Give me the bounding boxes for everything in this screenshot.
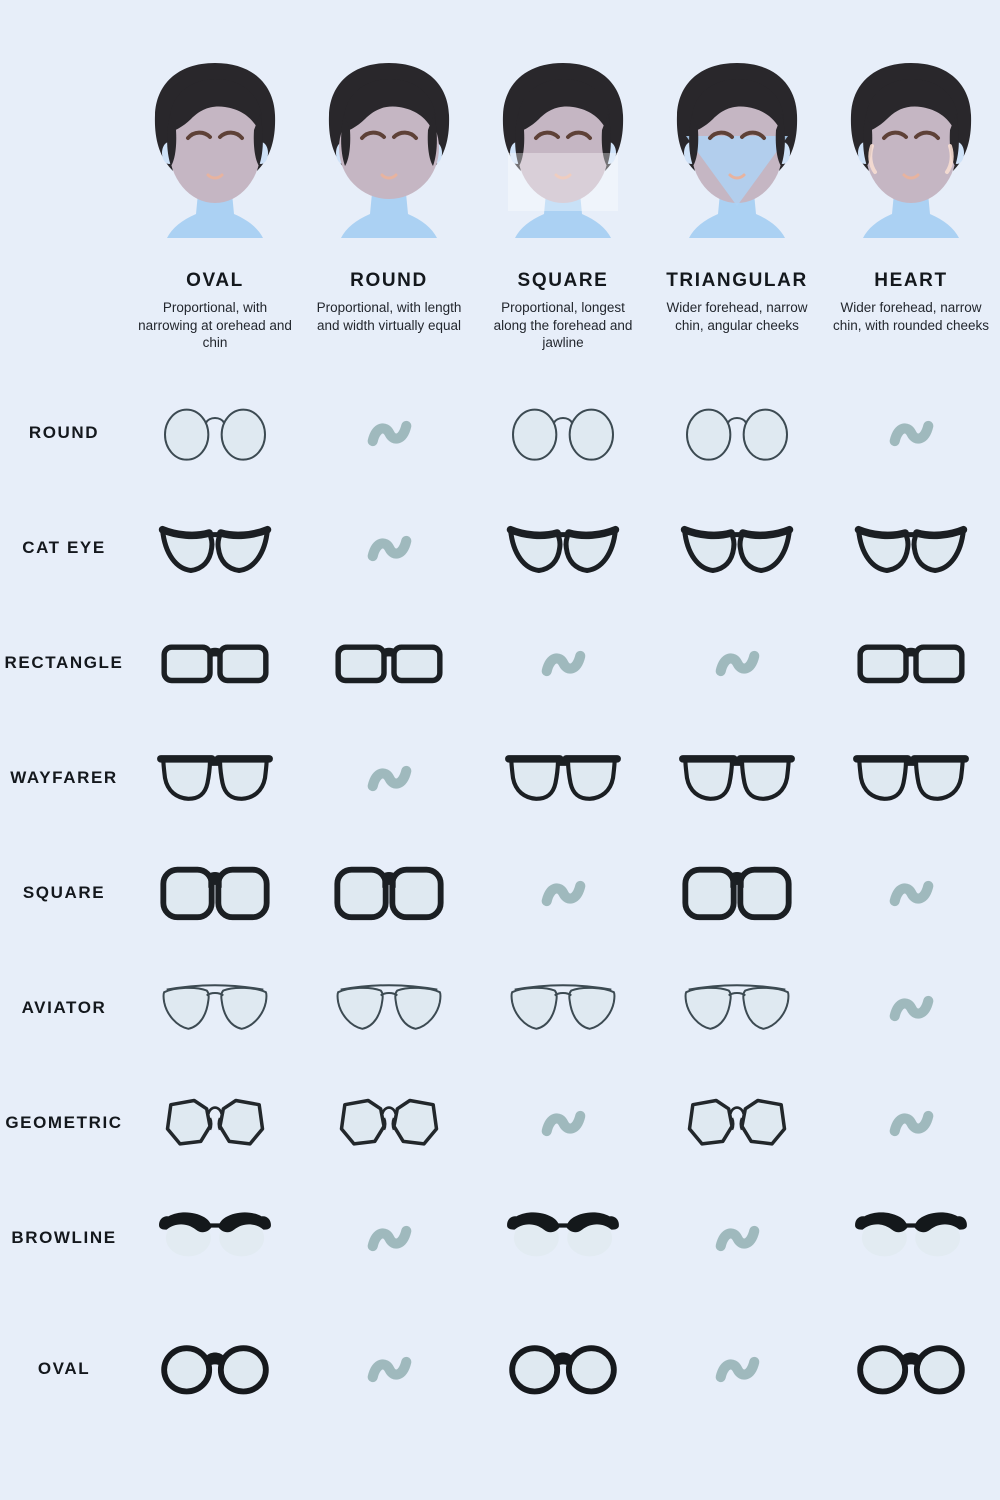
cell-geometric-square — [476, 1066, 650, 1181]
row-rectangle — [0, 606, 1000, 721]
wayfarer-glasses-icon — [504, 748, 622, 808]
face-shape-description: Proportional, longest along the forehead and jawline — [493, 300, 633, 351]
row-label: AVIATOR — [21, 998, 107, 1018]
cell-round-square — [476, 376, 650, 491]
cell-browline-triangular — [650, 1181, 824, 1296]
cell-cat-eye-oval — [128, 491, 302, 606]
face-shape-title: ROUND — [350, 270, 428, 291]
cat-eye-glasses-icon — [678, 518, 796, 578]
tilde-icon — [366, 1351, 413, 1388]
row-aviator — [0, 951, 1000, 1066]
cell-square-triangular — [650, 836, 824, 951]
cell-browline-square — [476, 1181, 650, 1296]
geometric-glasses-icon — [678, 1093, 796, 1153]
tilde-icon — [366, 760, 413, 797]
compatibility-matrix — [0, 376, 1000, 1427]
cell-oval-heart — [824, 1312, 998, 1427]
cell-geometric-round — [302, 1066, 476, 1181]
cell-rectangle-triangular — [650, 606, 824, 721]
tilde-icon — [714, 1351, 761, 1388]
cell-aviator-triangular — [650, 951, 824, 1066]
face-column-round — [303, 58, 475, 334]
cell-square-square — [476, 836, 650, 951]
browline-glasses-icon — [852, 1208, 970, 1268]
tilde-icon — [714, 1220, 761, 1257]
face-shape-description: Proportional, with narrowing at orehead and chin — [138, 300, 292, 351]
tilde-icon — [540, 875, 587, 912]
tilde-icon — [366, 415, 413, 452]
square-glasses-icon — [156, 863, 274, 923]
face-shape-description: Wider forehead, narrow chin, with rounded cheeks — [832, 300, 990, 333]
oval-glasses-icon — [156, 1339, 274, 1399]
cell-square-oval — [128, 836, 302, 951]
rectangle-glasses-icon — [330, 633, 448, 693]
round-glasses-icon — [504, 403, 622, 463]
tilde-icon — [888, 415, 935, 452]
face-shapes-header — [0, 0, 1000, 352]
cell-round-heart — [824, 376, 998, 491]
aviator-glasses-icon — [156, 978, 274, 1038]
tilde-icon — [714, 645, 761, 682]
row-label: CAT EYE — [22, 538, 106, 558]
cell-geometric-oval — [128, 1066, 302, 1181]
row-label: OVAL — [37, 1359, 91, 1379]
cell-oval-round — [302, 1312, 476, 1427]
tilde-icon — [366, 530, 413, 567]
row-cat-eye — [0, 491, 1000, 606]
cell-browline-oval — [128, 1181, 302, 1296]
cell-oval-triangular — [650, 1312, 824, 1427]
round-glasses-icon — [678, 403, 796, 463]
square-glasses-icon — [678, 863, 796, 923]
cell-cat-eye-round — [302, 491, 476, 606]
face-column-heart — [825, 58, 997, 334]
row-browline — [0, 1181, 1000, 1296]
cell-geometric-heart — [824, 1066, 998, 1181]
oval-glasses-icon — [852, 1339, 970, 1399]
cell-aviator-round — [302, 951, 476, 1066]
row-label: BROWLINE — [11, 1228, 117, 1248]
geometric-glasses-icon — [156, 1093, 274, 1153]
cell-oval-oval — [128, 1312, 302, 1427]
wayfarer-glasses-icon — [156, 748, 274, 808]
cell-square-heart — [824, 836, 998, 951]
cell-cat-eye-triangular — [650, 491, 824, 606]
cat-eye-glasses-icon — [852, 518, 970, 578]
aviator-glasses-icon — [504, 978, 622, 1038]
face-shape-description: Proportional, with length and width virtually equal — [316, 300, 462, 333]
cell-aviator-square — [476, 951, 650, 1066]
cell-cat-eye-heart — [824, 491, 998, 606]
row-label: WAYFARER — [10, 768, 118, 788]
cell-square-round — [302, 836, 476, 951]
face-illustration-square — [477, 58, 649, 258]
browline-glasses-icon — [156, 1208, 274, 1268]
cell-rectangle-round — [302, 606, 476, 721]
tilde-icon — [540, 1105, 587, 1142]
row-label: ROUND — [28, 423, 100, 443]
cat-eye-glasses-icon — [156, 518, 274, 578]
face-column-square — [477, 58, 649, 352]
cell-aviator-heart — [824, 951, 998, 1066]
row-label: GEOMETRIC — [5, 1113, 123, 1133]
cell-round-oval — [128, 376, 302, 491]
face-illustration-heart — [825, 58, 997, 258]
face-shape-title: OVAL — [186, 270, 244, 291]
face-column-triangular — [651, 58, 823, 334]
row-wayfarer — [0, 721, 1000, 836]
cell-aviator-oval — [128, 951, 302, 1066]
cell-cat-eye-square — [476, 491, 650, 606]
geometric-glasses-icon — [330, 1093, 448, 1153]
row-square — [0, 836, 1000, 951]
browline-glasses-icon — [504, 1208, 622, 1268]
cell-wayfarer-triangular — [650, 721, 824, 836]
cat-eye-glasses-icon — [504, 518, 622, 578]
cell-wayfarer-oval — [128, 721, 302, 836]
cell-round-round — [302, 376, 476, 491]
tilde-icon — [540, 645, 587, 682]
face-shape-title: HEART — [874, 270, 948, 291]
tilde-icon — [888, 990, 935, 1027]
cell-rectangle-oval — [128, 606, 302, 721]
cell-wayfarer-heart — [824, 721, 998, 836]
face-illustration-triangular — [651, 58, 823, 258]
cell-oval-square — [476, 1312, 650, 1427]
face-illustration-oval — [129, 58, 301, 258]
aviator-glasses-icon — [330, 978, 448, 1038]
row-round — [0, 376, 1000, 491]
cell-rectangle-square — [476, 606, 650, 721]
cell-round-triangular — [650, 376, 824, 491]
cell-wayfarer-round — [302, 721, 476, 836]
row-oval — [0, 1312, 1000, 1427]
cell-wayfarer-square — [476, 721, 650, 836]
tilde-icon — [888, 875, 935, 912]
cell-browline-round — [302, 1181, 476, 1296]
face-shape-title: TRIANGULAR — [666, 270, 808, 291]
face-shape-title: SQUARE — [517, 270, 609, 291]
row-geometric — [0, 1066, 1000, 1181]
oval-glasses-icon — [504, 1339, 622, 1399]
face-column-oval — [129, 58, 301, 352]
wayfarer-glasses-icon — [852, 748, 970, 808]
rectangle-glasses-icon — [156, 633, 274, 693]
square-glasses-icon — [330, 863, 448, 923]
face-illustration-round — [303, 58, 475, 258]
face-shape-description: Wider forehead, narrow chin, angular cheeks — [666, 300, 808, 333]
rectangle-glasses-icon — [852, 633, 970, 693]
row-label: SQUARE — [22, 883, 106, 903]
cell-rectangle-heart — [824, 606, 998, 721]
cell-browline-heart — [824, 1181, 998, 1296]
wayfarer-glasses-icon — [678, 748, 796, 808]
tilde-icon — [366, 1220, 413, 1257]
cell-geometric-triangular — [650, 1066, 824, 1181]
row-label: RECTANGLE — [4, 653, 124, 673]
round-glasses-icon — [156, 403, 274, 463]
aviator-glasses-icon — [678, 978, 796, 1038]
tilde-icon — [888, 1105, 935, 1142]
